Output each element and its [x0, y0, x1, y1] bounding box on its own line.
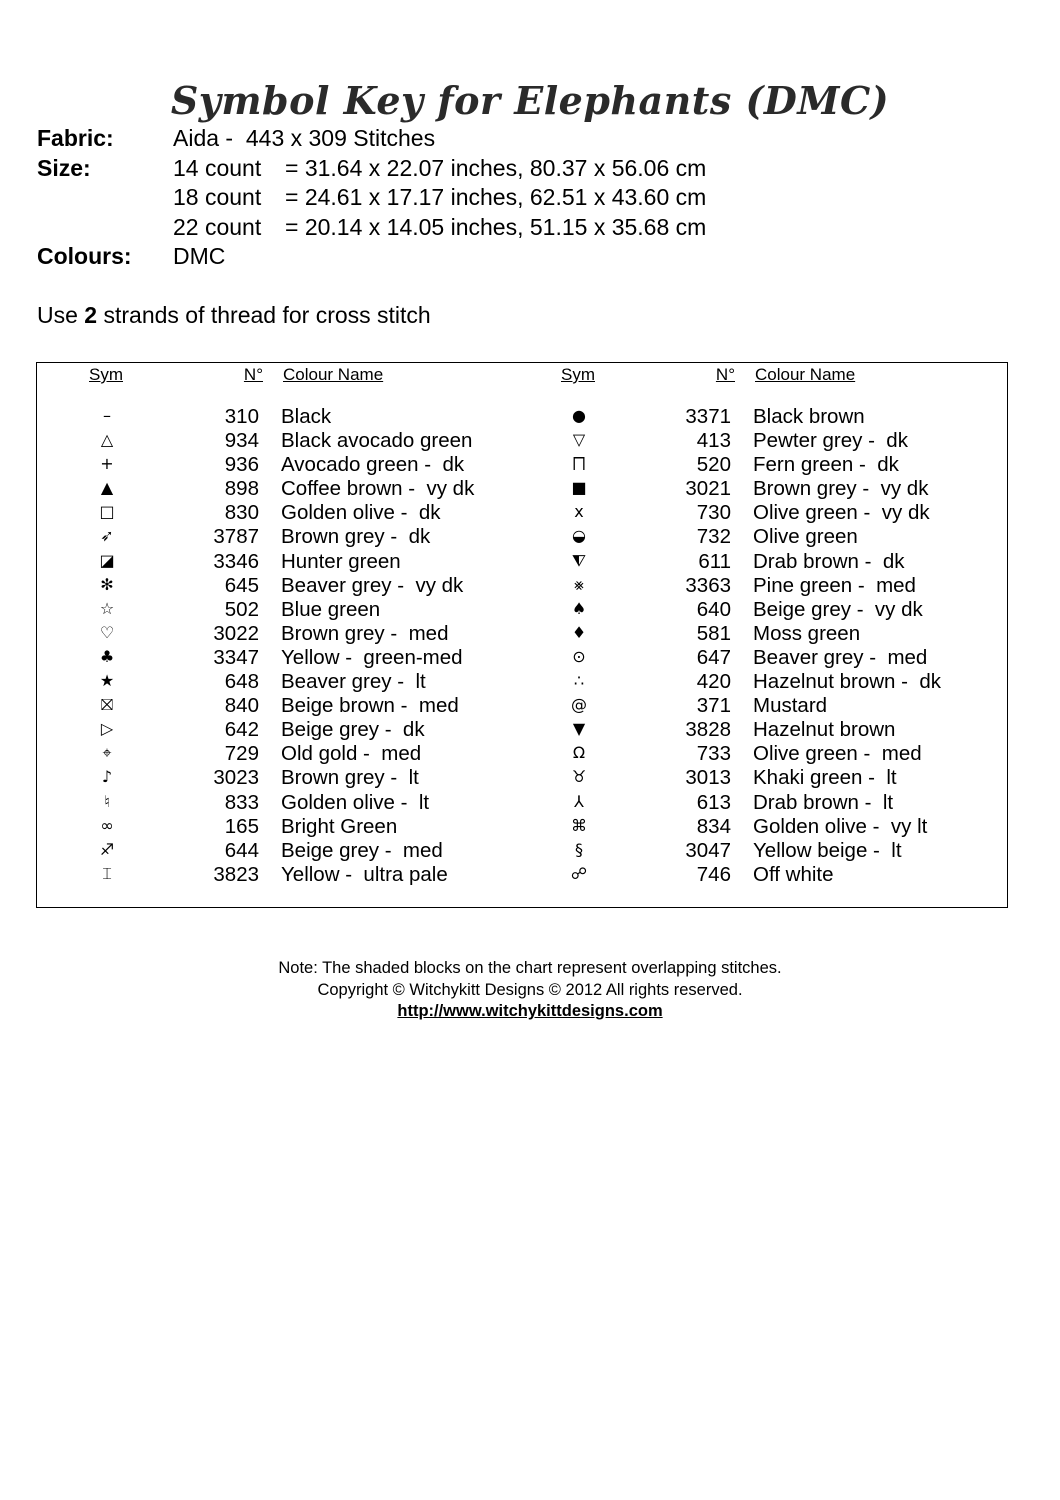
header-sym: Sym	[561, 365, 595, 384]
dmc-number: 520	[696, 453, 731, 477]
dmc-number: 833	[224, 790, 259, 814]
dmc-number: 310	[224, 405, 259, 428]
colour-name: Beige brown - med	[281, 694, 459, 718]
dmc-number: 730	[696, 501, 731, 525]
symbol-icon: ▲	[100, 478, 114, 498]
symbol-icon: x	[574, 502, 584, 522]
colour-name: Hazelnut brown	[753, 718, 896, 742]
key-row	[37, 453, 517, 477]
colour-name: Beige grey - vy dk	[753, 597, 923, 621]
key-row	[37, 670, 517, 694]
symbol-icon: ▼	[572, 719, 586, 739]
symbol-icon: ▽	[572, 430, 586, 450]
dmc-number: 3346	[213, 549, 259, 573]
dmc-number: 3828	[685, 718, 731, 742]
colour-name: Brown grey - dk	[281, 525, 431, 549]
dmc-number: 3787	[213, 525, 259, 549]
key-row	[509, 694, 989, 718]
dmc-number: 640	[696, 597, 731, 621]
dmc-number: 644	[224, 838, 259, 862]
dmc-number: 898	[224, 477, 259, 501]
dmc-number: 3022	[213, 621, 259, 645]
fabric-row	[37, 124, 706, 154]
dmc-number: 645	[224, 573, 259, 597]
key-row	[509, 718, 989, 742]
key-row	[509, 453, 989, 477]
colour-name: Off white	[753, 862, 834, 886]
dmc-number: 420	[696, 670, 731, 694]
colour-name: Khaki green - lt	[753, 766, 897, 790]
colours-value: DMC	[173, 243, 226, 269]
colour-name: Beaver grey - med	[753, 645, 928, 669]
colour-name: Brown grey - lt	[281, 766, 419, 790]
dmc-number: 642	[224, 718, 259, 742]
key-row	[37, 839, 517, 863]
symbol-icon: ♠	[571, 598, 587, 618]
dmc-number: 648	[224, 670, 259, 694]
symbol-icon: ☆	[99, 598, 115, 618]
colour-name: Black	[281, 405, 332, 428]
symbol-icon: ■	[571, 478, 587, 498]
key-row	[37, 766, 517, 790]
dmc-number: 3021	[685, 477, 731, 501]
size-count: 14 count	[173, 154, 262, 181]
symbol-icon: ⅄	[574, 791, 584, 811]
colour-name: Coffee brown - vy dk	[281, 477, 475, 501]
key-row	[509, 598, 989, 622]
dmc-number: 729	[224, 742, 259, 766]
pattern-info	[37, 124, 706, 272]
colour-name: Black brown	[753, 405, 865, 428]
dmc-number: 3047	[685, 838, 731, 862]
key-row	[37, 694, 517, 718]
key-row	[509, 742, 989, 766]
symbol-icon: ▷	[100, 719, 114, 739]
symbol-icon: ∞	[100, 815, 114, 835]
colour-name: Pewter grey - dk	[753, 429, 908, 453]
colour-name: Golden olive - dk	[281, 501, 441, 525]
key-row	[509, 815, 989, 839]
symbol-icon: ♪	[101, 767, 113, 787]
header-colour-name: Colour Name	[755, 365, 856, 384]
colour-name: Beaver grey - lt	[281, 670, 426, 694]
strands-post: strands of thread for cross stitch	[97, 302, 431, 328]
dmc-number: 830	[224, 501, 259, 525]
key-row	[37, 791, 517, 815]
dmc-number: 732	[696, 525, 731, 549]
key-row	[37, 501, 517, 525]
key-row	[509, 670, 989, 694]
colour-name: Olive green - med	[753, 742, 922, 766]
dmc-number: 746	[696, 862, 731, 886]
dmc-number: 165	[224, 814, 259, 838]
dmc-number: 3347	[213, 645, 259, 669]
colour-name: Yellow beige - lt	[753, 838, 902, 862]
key-row	[37, 525, 517, 549]
symbol-icon: ⨳	[574, 574, 584, 594]
key-row	[37, 429, 517, 453]
key-rows-right	[509, 405, 989, 887]
colour-name: Beige grey - med	[281, 838, 443, 862]
key-row	[509, 429, 989, 453]
symbol-icon: ∴	[573, 671, 585, 691]
symbol-icon: ⊙	[572, 646, 586, 666]
colour-name: Hazelnut brown - dk	[753, 670, 942, 694]
symbol-icon: ♉	[571, 767, 587, 787]
colour-name: Blue green	[281, 597, 381, 621]
colour-name: Pine green - med	[753, 573, 916, 597]
strands-instruction	[37, 302, 431, 329]
symbol-icon: ◪	[99, 550, 115, 570]
symbol-icon: ⨅	[572, 454, 586, 474]
dmc-number: 934	[224, 429, 259, 453]
symbol-icon: ♦	[571, 622, 587, 642]
key-row	[509, 863, 989, 887]
key-row	[509, 646, 989, 670]
strands-pre: Use	[37, 302, 85, 328]
symbol-icon: □	[99, 502, 115, 522]
symbol-icon: ♮	[104, 791, 110, 811]
colour-name: Brown grey - vy dk	[753, 477, 929, 501]
dmc-number: 3013	[685, 766, 731, 790]
colour-name: Moss green	[753, 621, 861, 645]
key-row	[37, 742, 517, 766]
dmc-number: 3023	[213, 766, 259, 790]
fabric-label: Fabric:	[37, 125, 114, 151]
strands-count: 2	[84, 302, 98, 328]
symbol-icon: ➶	[100, 526, 114, 546]
symbol-key-table	[36, 362, 1008, 908]
website-link[interactable]: http://www.witchykittdesigns.com	[397, 1002, 663, 1020]
key-row	[509, 477, 989, 501]
colours-label: Colours:	[37, 243, 132, 269]
dmc-number: 611	[698, 549, 731, 573]
size-label: Size:	[37, 154, 91, 181]
dmc-number: 936	[224, 453, 259, 477]
colour-name: Drab brown - dk	[753, 549, 905, 573]
key-row	[509, 839, 989, 863]
symbol-icon: ♡	[99, 622, 115, 642]
dmc-number: 840	[224, 694, 259, 718]
key-row	[509, 501, 989, 525]
dmc-number: 371	[696, 694, 731, 718]
dmc-number: 647	[696, 645, 731, 669]
dmc-number: 3363	[685, 573, 731, 597]
key-row	[37, 405, 517, 429]
colour-name: Golden olive - lt	[281, 790, 430, 814]
key-row	[509, 405, 989, 429]
key-row	[509, 525, 989, 549]
colour-name: Fern green - dk	[753, 453, 899, 477]
key-row	[509, 766, 989, 790]
symbol-icon: ♐	[99, 839, 115, 859]
header-number: N°	[243, 365, 263, 384]
key-row	[37, 815, 517, 839]
key-row	[37, 718, 517, 742]
symbol-icon: ⌖	[102, 743, 112, 763]
symbol-icon: –	[103, 406, 111, 425]
colour-name: Yellow - ultra pale	[281, 862, 448, 886]
fabric-value: Aida - 443 x 309 Stitches	[173, 125, 436, 151]
header-number: N°	[715, 365, 735, 384]
symbol-icon: +	[100, 454, 114, 474]
key-row	[509, 550, 989, 574]
key-row	[37, 574, 517, 598]
size-row	[37, 154, 706, 184]
colours-row	[37, 242, 706, 272]
key-row	[37, 598, 517, 622]
size-row	[37, 183, 706, 213]
dmc-number: 733	[696, 742, 731, 766]
header-colour-name: Colour Name	[283, 365, 384, 384]
footer-copyright: Copyright © Witchykitt Designs © 2012 All rights reserved.	[317, 980, 743, 999]
key-row	[509, 791, 989, 815]
key-row	[37, 550, 517, 574]
symbol-icon: ◒	[572, 526, 586, 546]
colour-name: Beige grey - dk	[281, 718, 425, 742]
colour-name: Black avocado green	[281, 429, 473, 453]
colour-name: Yellow - green-med	[281, 645, 463, 669]
size-dims: = 20.14 x 14.05 inches, 51.15 x 35.68 cm	[285, 213, 707, 240]
colour-name: Bright Green	[281, 814, 398, 838]
footer-note: Note: The shaded blocks on the chart represent overlapping stitches.	[278, 959, 782, 977]
dmc-number: 613	[696, 790, 731, 814]
colour-name: Golden olive - vy lt	[753, 814, 928, 838]
symbol-icon: ⌶	[102, 863, 112, 883]
size-dims: = 31.64 x 22.07 inches, 80.37 x 56.06 cm	[285, 154, 707, 181]
colour-name: Brown grey - med	[281, 621, 449, 645]
colour-name: Mustard	[753, 694, 828, 718]
key-row	[509, 574, 989, 598]
header-sym: Sym	[89, 365, 123, 384]
key-row	[37, 477, 517, 501]
key-row	[37, 646, 517, 670]
colour-name: Olive green - vy dk	[753, 501, 930, 525]
colour-name: Avocado green - dk	[281, 453, 465, 477]
symbol-icon: ☍	[570, 863, 588, 883]
symbol-icon: ⧨	[571, 550, 587, 570]
key-row	[37, 622, 517, 646]
colour-name: Old gold - med	[281, 742, 422, 766]
colour-name: Drab brown - lt	[753, 790, 894, 814]
symbol-icon: Ω	[572, 743, 586, 763]
symbol-icon: △	[100, 430, 114, 450]
dmc-number: 581	[696, 621, 731, 645]
dmc-number: 3371	[685, 405, 731, 428]
size-dims: = 24.61 x 17.17 inches, 62.51 x 43.60 cm	[285, 184, 707, 210]
colour-name: Olive green	[753, 525, 858, 549]
key-row	[37, 863, 517, 887]
footer	[0, 958, 1060, 1023]
page-title: Symbol Key for Elephants (DMC)	[170, 78, 890, 123]
colour-name: Beaver grey - vy dk	[281, 573, 464, 597]
symbol-icon: §	[575, 839, 583, 859]
colour-name: Hunter green	[281, 549, 401, 573]
symbol-icon: ●	[572, 406, 586, 425]
size-count: 18 count	[173, 184, 262, 210]
size-count: 22 count	[173, 213, 262, 240]
dmc-number: 3823	[213, 862, 259, 886]
symbol-icon: ✻	[100, 574, 114, 594]
symbol-icon: ⛝	[100, 695, 114, 715]
key-rows-left	[37, 405, 517, 887]
key-row	[509, 622, 989, 646]
symbol-icon: ♣	[99, 646, 115, 666]
dmc-number: 834	[696, 814, 731, 838]
symbol-icon: @	[571, 695, 587, 715]
dmc-number: 502	[224, 597, 259, 621]
symbol-icon: ⌘	[571, 815, 587, 835]
dmc-number: 413	[696, 429, 731, 453]
symbol-icon: ★	[99, 671, 115, 691]
size-row	[37, 213, 706, 243]
